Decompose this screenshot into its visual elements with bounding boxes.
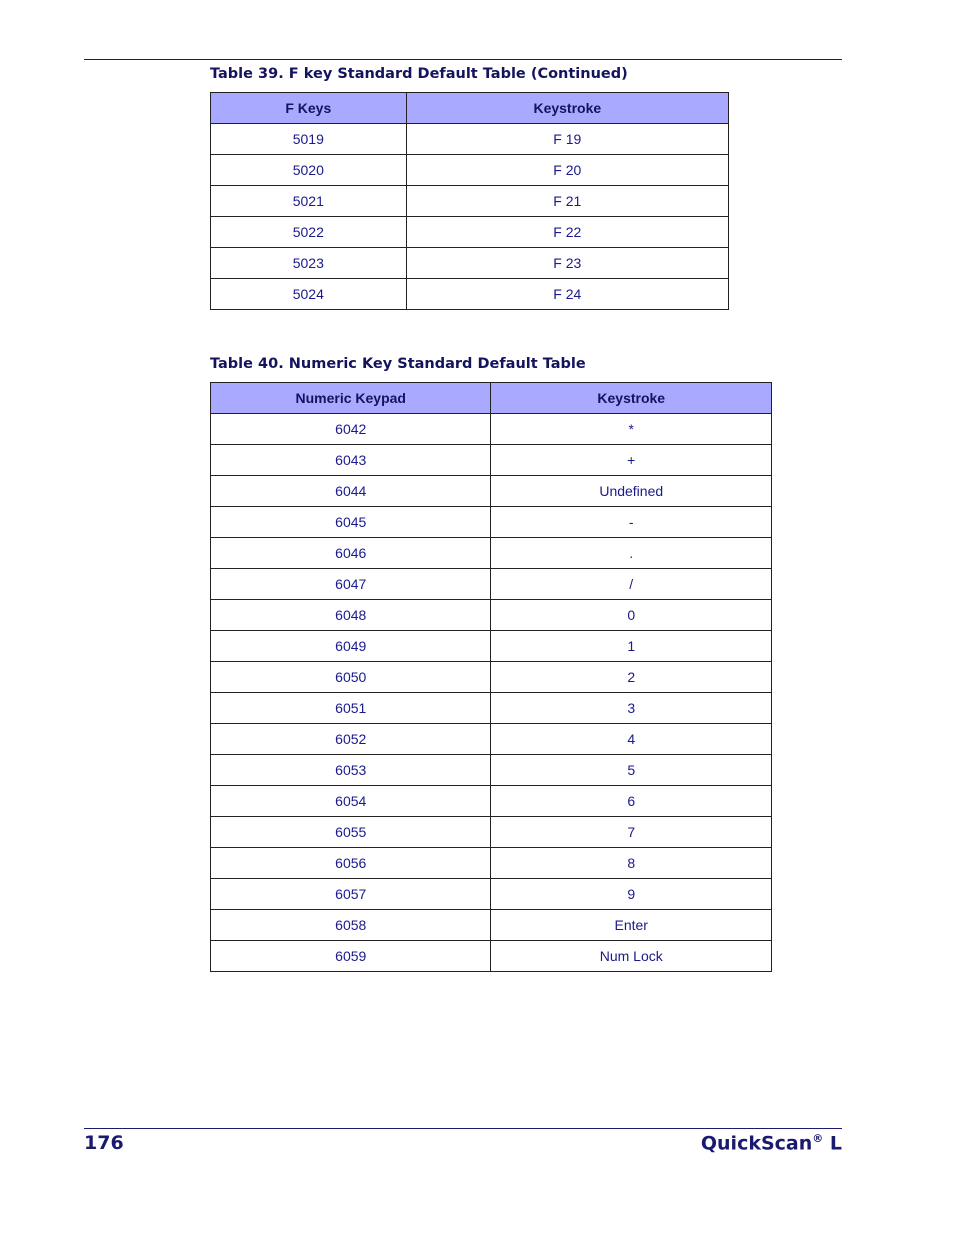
table-row [211,662,772,693]
table-row [211,786,772,817]
keystroke-cell: 1 [491,631,772,662]
table-row [211,538,772,569]
table-row [211,631,772,662]
key-code-cell: 6049 [211,631,491,662]
footer-rule [84,1128,842,1129]
table40-caption: Table 40. Numeric Key Standard Default Table [210,356,586,372]
table39-caption: Table 39. F key Standard Default Table (Continued) [210,66,628,82]
key-code-cell: 5023 [211,248,407,279]
table-header-row [211,383,772,414]
keystroke-cell: 9 [491,879,772,910]
keystroke-cell: . [491,538,772,569]
table-row [211,279,729,310]
key-code-cell: 6044 [211,476,491,507]
keystroke-cell: F 19 [406,124,728,155]
keystroke-cell: 3 [491,693,772,724]
table-row [211,476,772,507]
keystroke-cell: F 23 [406,248,728,279]
keystroke-cell: 7 [491,817,772,848]
table-row [211,569,772,600]
table-row [211,693,772,724]
keystroke-cell: Enter [491,910,772,941]
key-code-cell: 5024 [211,279,407,310]
table-row [211,124,729,155]
key-code-cell: 6056 [211,848,491,879]
key-code-cell: 6046 [211,538,491,569]
key-code-cell: 5019 [211,124,407,155]
key-code-cell: 6042 [211,414,491,445]
keystroke-cell: F 21 [406,186,728,217]
table-row [211,910,772,941]
table-row [211,217,729,248]
keystroke-cell: 2 [491,662,772,693]
key-code-cell: 6051 [211,693,491,724]
keystroke-cell: - [491,507,772,538]
table-header-row [211,93,729,124]
keystroke-cell: 6 [491,786,772,817]
keystroke-cell: F 22 [406,217,728,248]
table-row [211,445,772,476]
table-row [211,755,772,786]
key-code-cell: 6045 [211,507,491,538]
fkey-table [210,92,729,310]
page-number: 176 [84,1132,124,1154]
key-code-cell: 5022 [211,217,407,248]
keystroke-cell: * [491,414,772,445]
table-row [211,507,772,538]
product-name [701,1132,842,1154]
keystroke-cell: Num Lock [491,941,772,972]
key-code-cell: 6052 [211,724,491,755]
keystroke-cell: + [491,445,772,476]
key-code-cell: 5021 [211,186,407,217]
table-row [211,155,729,186]
keystroke-cell: F 24 [406,279,728,310]
table-row [211,941,772,972]
keystroke-cell: 4 [491,724,772,755]
key-code-cell: 6059 [211,941,491,972]
keystroke-cell: F 20 [406,155,728,186]
table-row [211,879,772,910]
numeric-key-table [210,382,772,972]
keystroke-cell: / [491,569,772,600]
product-name-text: QuickScan [700,1132,813,1155]
key-code-cell: 6057 [211,879,491,910]
keystroke-cell: Undefined [491,476,772,507]
key-code-cell: 6043 [211,445,491,476]
keystroke-cell: 5 [491,755,772,786]
column-header-keystroke: Keystroke [406,93,728,124]
table-row [211,848,772,879]
column-header-numeric-keypad: Numeric Keypad [211,383,491,414]
column-header-keystroke: Keystroke [491,383,772,414]
key-code-cell: 5020 [211,155,407,186]
keystroke-cell: 0 [491,600,772,631]
header-rule [84,59,842,60]
table-row [211,248,729,279]
key-code-cell: 6054 [211,786,491,817]
table-row [211,600,772,631]
key-code-cell: 6048 [211,600,491,631]
table-row [211,724,772,755]
registered-mark: ® [812,1132,824,1145]
product-suffix: L [823,1132,842,1155]
key-code-cell: 6047 [211,569,491,600]
column-header-fkeys: F Keys [211,93,407,124]
key-code-cell: 6058 [211,910,491,941]
key-code-cell: 6050 [211,662,491,693]
table-row [211,186,729,217]
table-row [211,414,772,445]
keystroke-cell: 8 [491,848,772,879]
key-code-cell: 6053 [211,755,491,786]
table-row [211,817,772,848]
key-code-cell: 6055 [211,817,491,848]
